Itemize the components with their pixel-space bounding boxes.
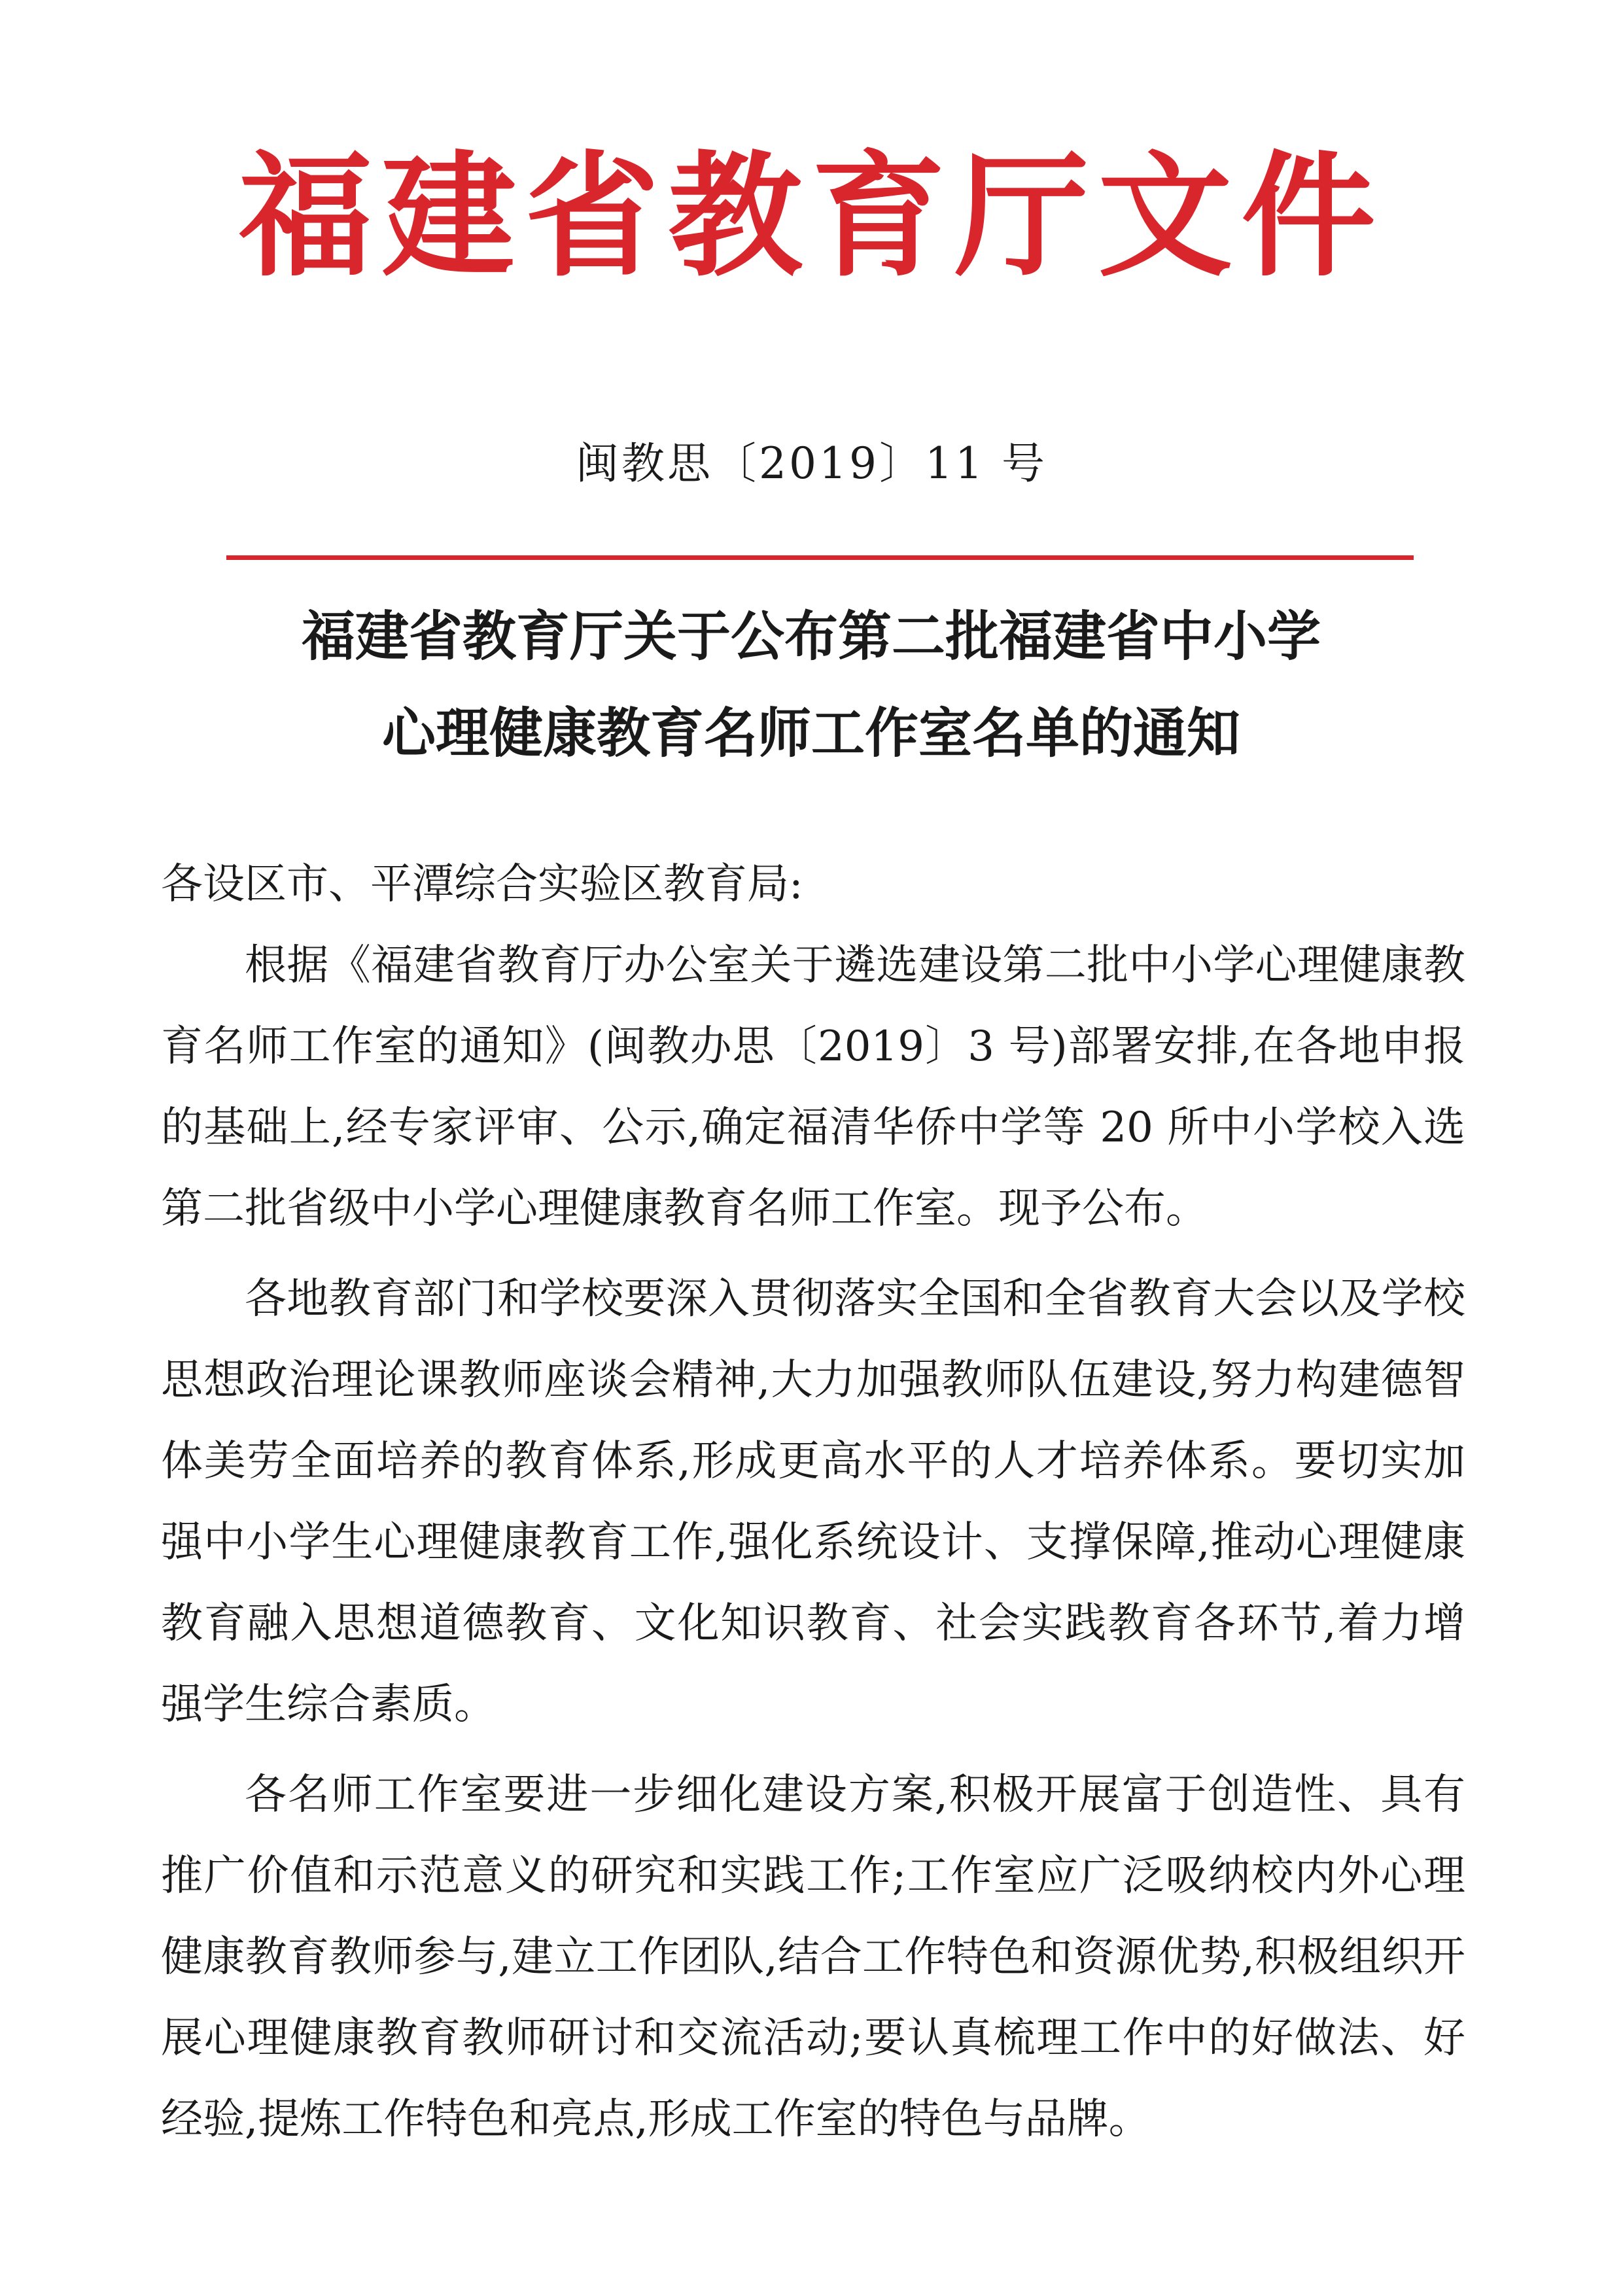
- notice-title: [164, 589, 1459, 782]
- body-paragraph: 根据《福建省教育厅办公室关于遴选建设第二批中小学心理健康教育名师工作室的通知》(闽教办思〔2019〕3 号)部署安排,在各地申报的基础上,经专家评审、公示,确定福清华侨中学等 20 所中小学校入选第二批省级中小学心理健康教育名师工作室。现予公布。: [161, 941, 1465, 1233]
- notice-body: [161, 844, 1465, 2160]
- notice-title-line-1: 福建省教育厅关于公布第二批福建省中小学: [301, 606, 1321, 668]
- document-number: 闽教思〔2019〕11 号: [576, 438, 1047, 489]
- salutation: 各设区市、平潭综合实验区教育局:: [161, 860, 803, 909]
- body-paragraph: 各地教育部门和学校要深入贯彻落实全国和全省教育大会以及学校思想政治理论课教师座谈会精神,大力加强教师队伍建设,努力构建德智体美劳全面培养的教育体系,形成更高水平的人才培养体系。要切实加强中小学生心理健康教育工作,强化系统设计、支撑保障,推动心理健康教育融入思想道德教育、文化知识教育、社会实践教育各环节,着力增强学生综合素质。: [161, 1275, 1465, 1729]
- masthead-title: 福建省教育厅文件: [238, 139, 1385, 295]
- red-divider-line: [226, 555, 1414, 560]
- notice-title-line-2: 心理健康教育名师工作室名单的通知: [381, 703, 1240, 765]
- body-paragraph: 各名师工作室要进一步细化建设方案,积极开展富于创造性、具有推广价值和示范意义的研究和实践工作;工作室应广泛吸纳校内外心理健康教育教师参与,建立工作团队,结合工作特色和资源优势,积极组织开展心理健康教育教师研讨和交流活动;要认真梳理工作中的好做法、好经验,提炼工作特色和亮点,形成工作室的特色与品牌。: [161, 1771, 1465, 2144]
